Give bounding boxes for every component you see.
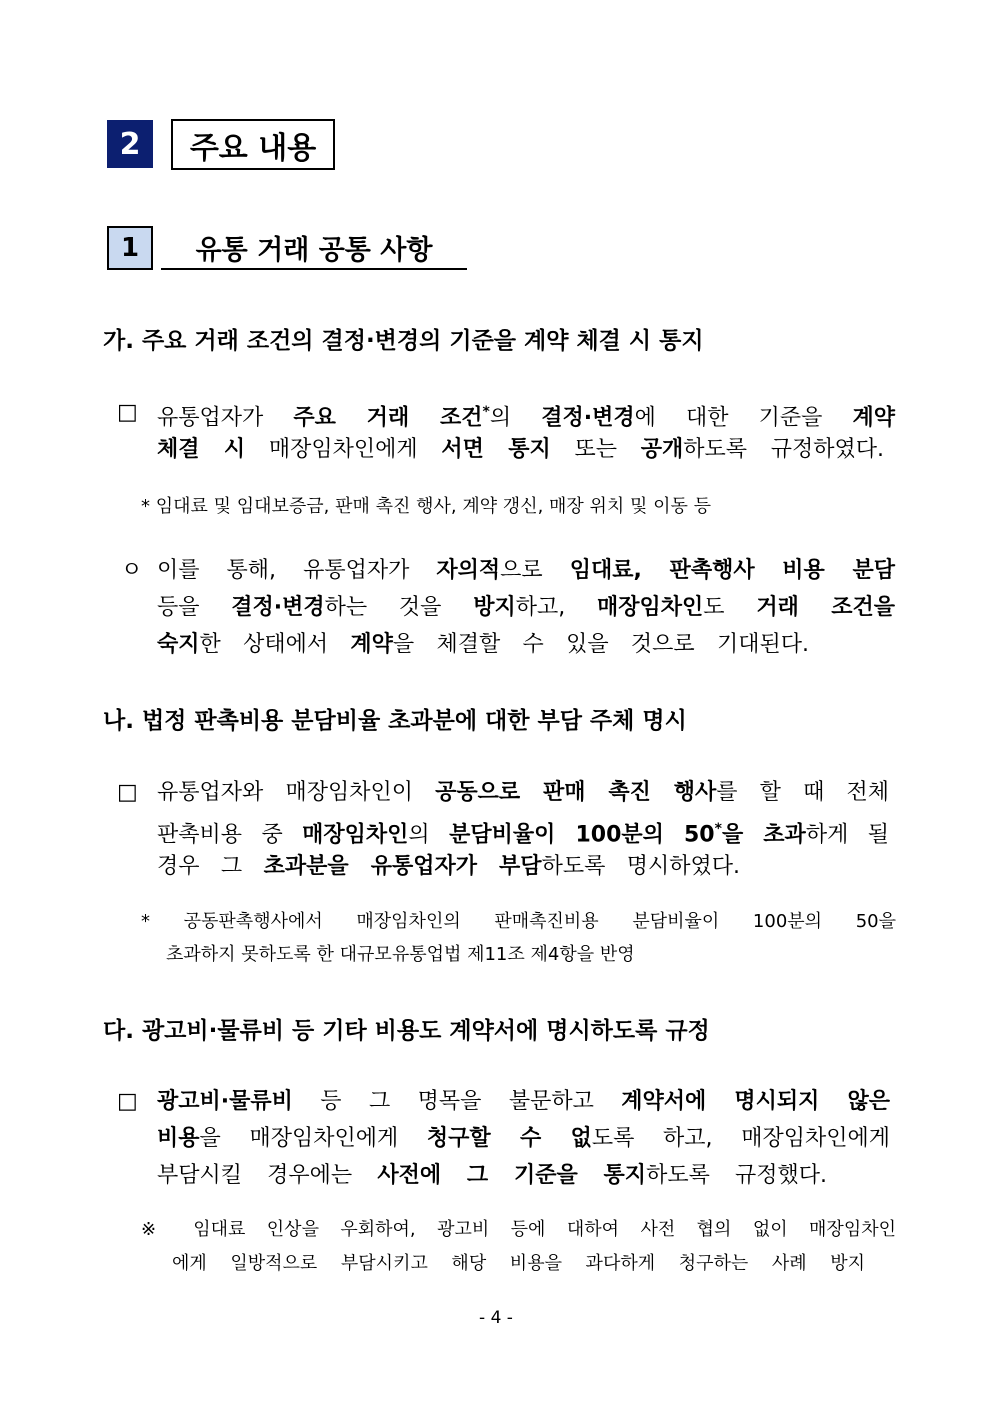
text-run: 하는 것을 — [324, 595, 474, 620]
bold-text-run: 매장임차인 — [302, 822, 409, 848]
bold-text-run: 숙지 — [157, 632, 200, 657]
bold-text-run: 비용 — [157, 1126, 200, 1151]
circle-bullet-icon: ㅇ — [121, 558, 143, 583]
subsection-number: 1 — [120, 233, 140, 263]
text-run: 을 체결할 수 있을 것으로 기대된다. — [392, 632, 809, 657]
item-heading-ga: 가. 주요 거래 조건의 결정·변경의 기준을 계약 체결 시 통지 — [103, 328, 704, 354]
bold-text-run: 주요 거래 조건 — [293, 405, 483, 431]
paragraph-line — [157, 431, 884, 468]
bold-text-run: 매장임차인 — [597, 595, 704, 620]
text-run: 하도록 규정하였다. — [683, 437, 884, 462]
text-run: 등을 — [157, 595, 232, 620]
item-heading-na: 나. 법정 판촉비용 분담비율 초과분에 대한 부담 주체 명시 — [103, 708, 687, 734]
paragraph-line — [157, 626, 809, 663]
bold-text-run: 임대료, 판촉행사 비용 분담 — [569, 558, 896, 583]
text-run: 등 그 명목을 불문하고 — [292, 1089, 622, 1114]
bold-text-run: 방지 — [473, 595, 516, 620]
text-run: 매장임차인에게 — [245, 437, 442, 462]
bold-text-run: 공동으로 판매 촉진 행사 — [435, 780, 717, 805]
text-run: 도 — [703, 595, 757, 620]
bold-text-run: 결정·변경 — [541, 405, 635, 431]
footnote: * 임대료 및 임대보증금, 판매 촉진 행사, 계약 갱신, 매장 위치 및 이동 등 — [141, 496, 712, 517]
box-bullet-icon: □ — [117, 780, 138, 805]
footnote-marker: * — [714, 821, 722, 837]
bold-text-run: 자의적 — [436, 558, 501, 583]
text-run: 의 — [489, 405, 542, 431]
paragraph-line — [157, 848, 740, 885]
paragraph-line — [157, 394, 895, 436]
paragraph-line — [157, 1120, 890, 1157]
section-title-box — [171, 119, 335, 170]
text-run: 를 할 때 전체 — [716, 780, 889, 805]
footnote: 에게 일방적으로 부담시키고 해당 비용을 과다하게 청구하는 사례 방지 — [172, 1253, 865, 1274]
footnote: 초과하지 못하도록 한 대규모유통업법 제11조 제4항을 반영 — [166, 944, 635, 965]
paragraph-line — [157, 774, 889, 811]
text-run: 이를 통해, 유통업자가 — [157, 558, 437, 583]
bold-text-run: 청구할 수 없 — [426, 1126, 592, 1151]
bold-text-run: 계약 — [350, 632, 393, 657]
box-bullet-icon: □ — [117, 400, 138, 425]
text-run: 을 매장임차인에게 — [199, 1126, 427, 1151]
bold-text-run: 계약서에 명시되지 않은 — [621, 1089, 890, 1114]
text-run: 의 — [408, 822, 450, 848]
text-run: 하도록 명시하였다. — [541, 854, 740, 879]
bold-text-run: 계약 — [852, 405, 895, 431]
bold-text-run: 분담비율이 100분의 50 — [449, 822, 715, 848]
bold-text-run: 을 초과 — [721, 822, 806, 848]
text-run: 도록 하고, 매장임차인에게 — [591, 1126, 890, 1151]
footnote: ※ 임대료 인상을 우회하여, 광고비 등에 대하여 사전 협의 없이 매장임차인 — [141, 1219, 896, 1240]
bold-text-run: 초과분을 유통업자가 부담 — [263, 854, 542, 879]
section-number-badge — [107, 120, 153, 168]
paragraph-line — [157, 1083, 890, 1120]
text-run: 하게 될 — [805, 822, 890, 848]
footnote: * 공동판촉행사에서 매장임차인의 판매촉진비용 분담비율이 100분의 50을 — [141, 911, 896, 932]
text-run: 하도록 규정했다. — [646, 1163, 827, 1188]
text-run: 경우 그 — [157, 854, 264, 879]
text-run: 또는 — [550, 437, 641, 462]
text-run: 한 상태에서 — [199, 632, 351, 657]
text-run: 유통업자와 매장임차인이 — [157, 780, 436, 805]
subsection-title: 유통 거래 공통 사항 — [195, 234, 433, 266]
bold-text-run: 체결 시 — [157, 437, 246, 462]
text-run: 유통업자가 — [157, 405, 294, 431]
text-run: 으로 — [500, 558, 570, 583]
bold-text-run: 결정·변경 — [231, 595, 325, 620]
footnote-marker: * — [482, 404, 490, 420]
subsection-title-box — [161, 226, 467, 270]
text-run: 부담시킬 경우에는 — [157, 1163, 378, 1188]
box-bullet-icon: □ — [117, 1089, 138, 1114]
bold-text-run: 서면 통지 — [441, 437, 551, 462]
bold-text-run: 거래 조건을 — [756, 595, 896, 620]
paragraph-line — [157, 811, 889, 853]
section-title: 주요 내용 — [189, 130, 317, 166]
bold-text-run: 사전에 그 기준을 통지 — [377, 1163, 647, 1188]
subsection-number-badge — [107, 226, 153, 270]
paragraph-line — [157, 552, 895, 589]
paragraph-line — [157, 1157, 827, 1194]
item-heading-da: 다. 광고비·물류비 등 기타 비용도 계약서에 명시하도록 규정 — [103, 1018, 710, 1044]
bold-text-run: 공개 — [640, 437, 684, 462]
text-run: 에 대한 기준을 — [634, 405, 853, 431]
page-number: - 4 - — [479, 1308, 513, 1328]
bold-text-run: 광고비·물류비 — [157, 1089, 293, 1114]
text-run: 판촉비용 중 — [157, 822, 303, 848]
paragraph-line — [157, 589, 895, 626]
text-run: 하고, — [515, 595, 598, 620]
section-number: 2 — [119, 126, 141, 162]
